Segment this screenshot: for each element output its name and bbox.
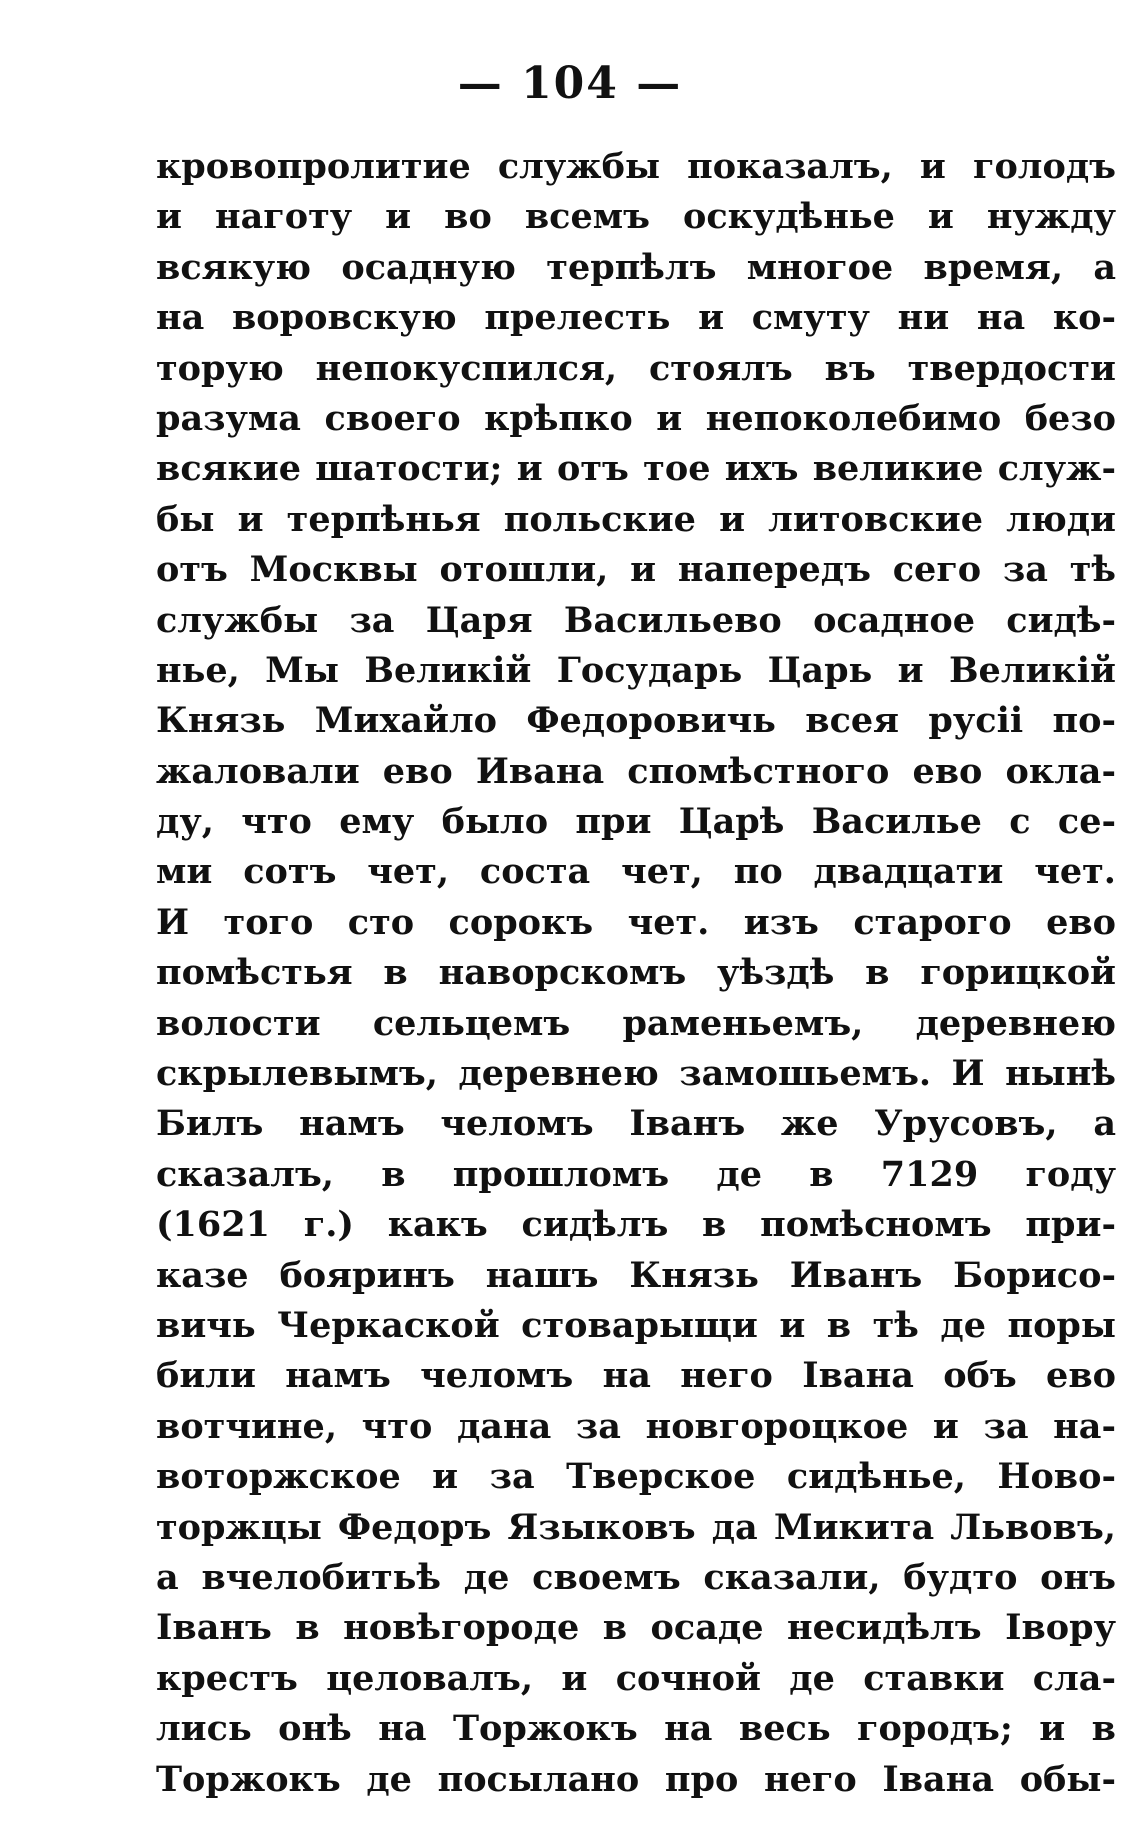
text-line: а вчелобитьѣ де своемъ сказали, будто онъ bbox=[156, 1556, 1116, 1598]
text-line: помѣстья в наворскомъ уѣздѣ в горицкой bbox=[156, 952, 1116, 994]
text-line: сказалъ, в прошломъ де в 7129 году bbox=[156, 1153, 1116, 1195]
text-line: били намъ челомъ на него Івана объ ево bbox=[156, 1355, 1116, 1397]
text-body bbox=[156, 142, 1116, 1805]
text-line: крестъ целовалъ, и сочной де ставки сла- bbox=[156, 1657, 1116, 1699]
text-line: всякие шатости; и отъ тое ихъ великие служ- bbox=[156, 448, 1116, 490]
text-line: казе бояринъ нашъ Князь Иванъ Борисо- bbox=[156, 1254, 1116, 1296]
text-line: волости сельцемъ раменьемъ, деревнею bbox=[156, 1002, 1116, 1044]
text-line: ду, что ему было при Царѣ Василье с се- bbox=[156, 801, 1116, 843]
text-line: и наготу и во всемъ оскудѣнье и нужду bbox=[156, 196, 1116, 238]
text-line: лись онѣ на Торжокъ на весь городъ; и в bbox=[156, 1708, 1116, 1750]
text-line: всякую осадную терпѣлъ многое время, а bbox=[156, 246, 1116, 288]
text-line: вотчине, что дана за новгороцкое и за на- bbox=[156, 1405, 1116, 1447]
text-line: вичь Черкаской стоварыщи и в тѣ де поры bbox=[156, 1304, 1116, 1346]
text-line: на воровскую прелесть и смуту ни на ко- bbox=[156, 297, 1116, 339]
text-line: скрылевымъ, деревнею замошьемъ. И нынѣ bbox=[156, 1053, 1116, 1095]
page-number: — 104 — bbox=[457, 58, 683, 109]
text-line: службы за Царя Васильево осадное сидѣ- bbox=[156, 599, 1116, 641]
text-line: кровопролитие службы показалъ, и голодъ bbox=[156, 146, 1116, 187]
text-line: разума своего крѣпко и непоколебимо безо bbox=[156, 397, 1116, 439]
text-line: торжцы Федоръ Языковъ да Микита Львовъ, bbox=[156, 1506, 1116, 1548]
text-line: воторжское и за Тверское сидѣнье, Ново- bbox=[156, 1456, 1116, 1498]
text-line: Іванъ в новѣгороде в осаде несидѣлъ Івору bbox=[156, 1607, 1116, 1649]
text-line: И того сто сорокъ чет. изъ старого ево bbox=[156, 901, 1116, 943]
text-line: торую непокуспился, стоялъ въ твердости bbox=[156, 347, 1116, 389]
text-line: отъ Москвы отошли, и напередъ сего за тѣ bbox=[156, 549, 1116, 591]
text-line: ми сотъ чет, соста чет, по двадцати чет. bbox=[156, 851, 1116, 893]
text-line: Князь Михайло Федоровичь всея русіі по- bbox=[156, 700, 1116, 742]
text-line: бы и терпѣнья польские и литовские люди bbox=[156, 498, 1116, 540]
text-line: Билъ намъ челомъ Іванъ же Урусовъ, а bbox=[156, 1103, 1116, 1145]
text-line: Торжокъ де посылано про него Івана обы- bbox=[156, 1758, 1116, 1800]
text-line: (1621 г.) какъ сидѣлъ в помѣсномъ при- bbox=[156, 1204, 1116, 1246]
text-line: жаловали ево Ивана спомѣстного ево окла- bbox=[156, 750, 1116, 792]
text-line: нье, Мы Великій Государь Царь и Великій bbox=[156, 649, 1116, 691]
